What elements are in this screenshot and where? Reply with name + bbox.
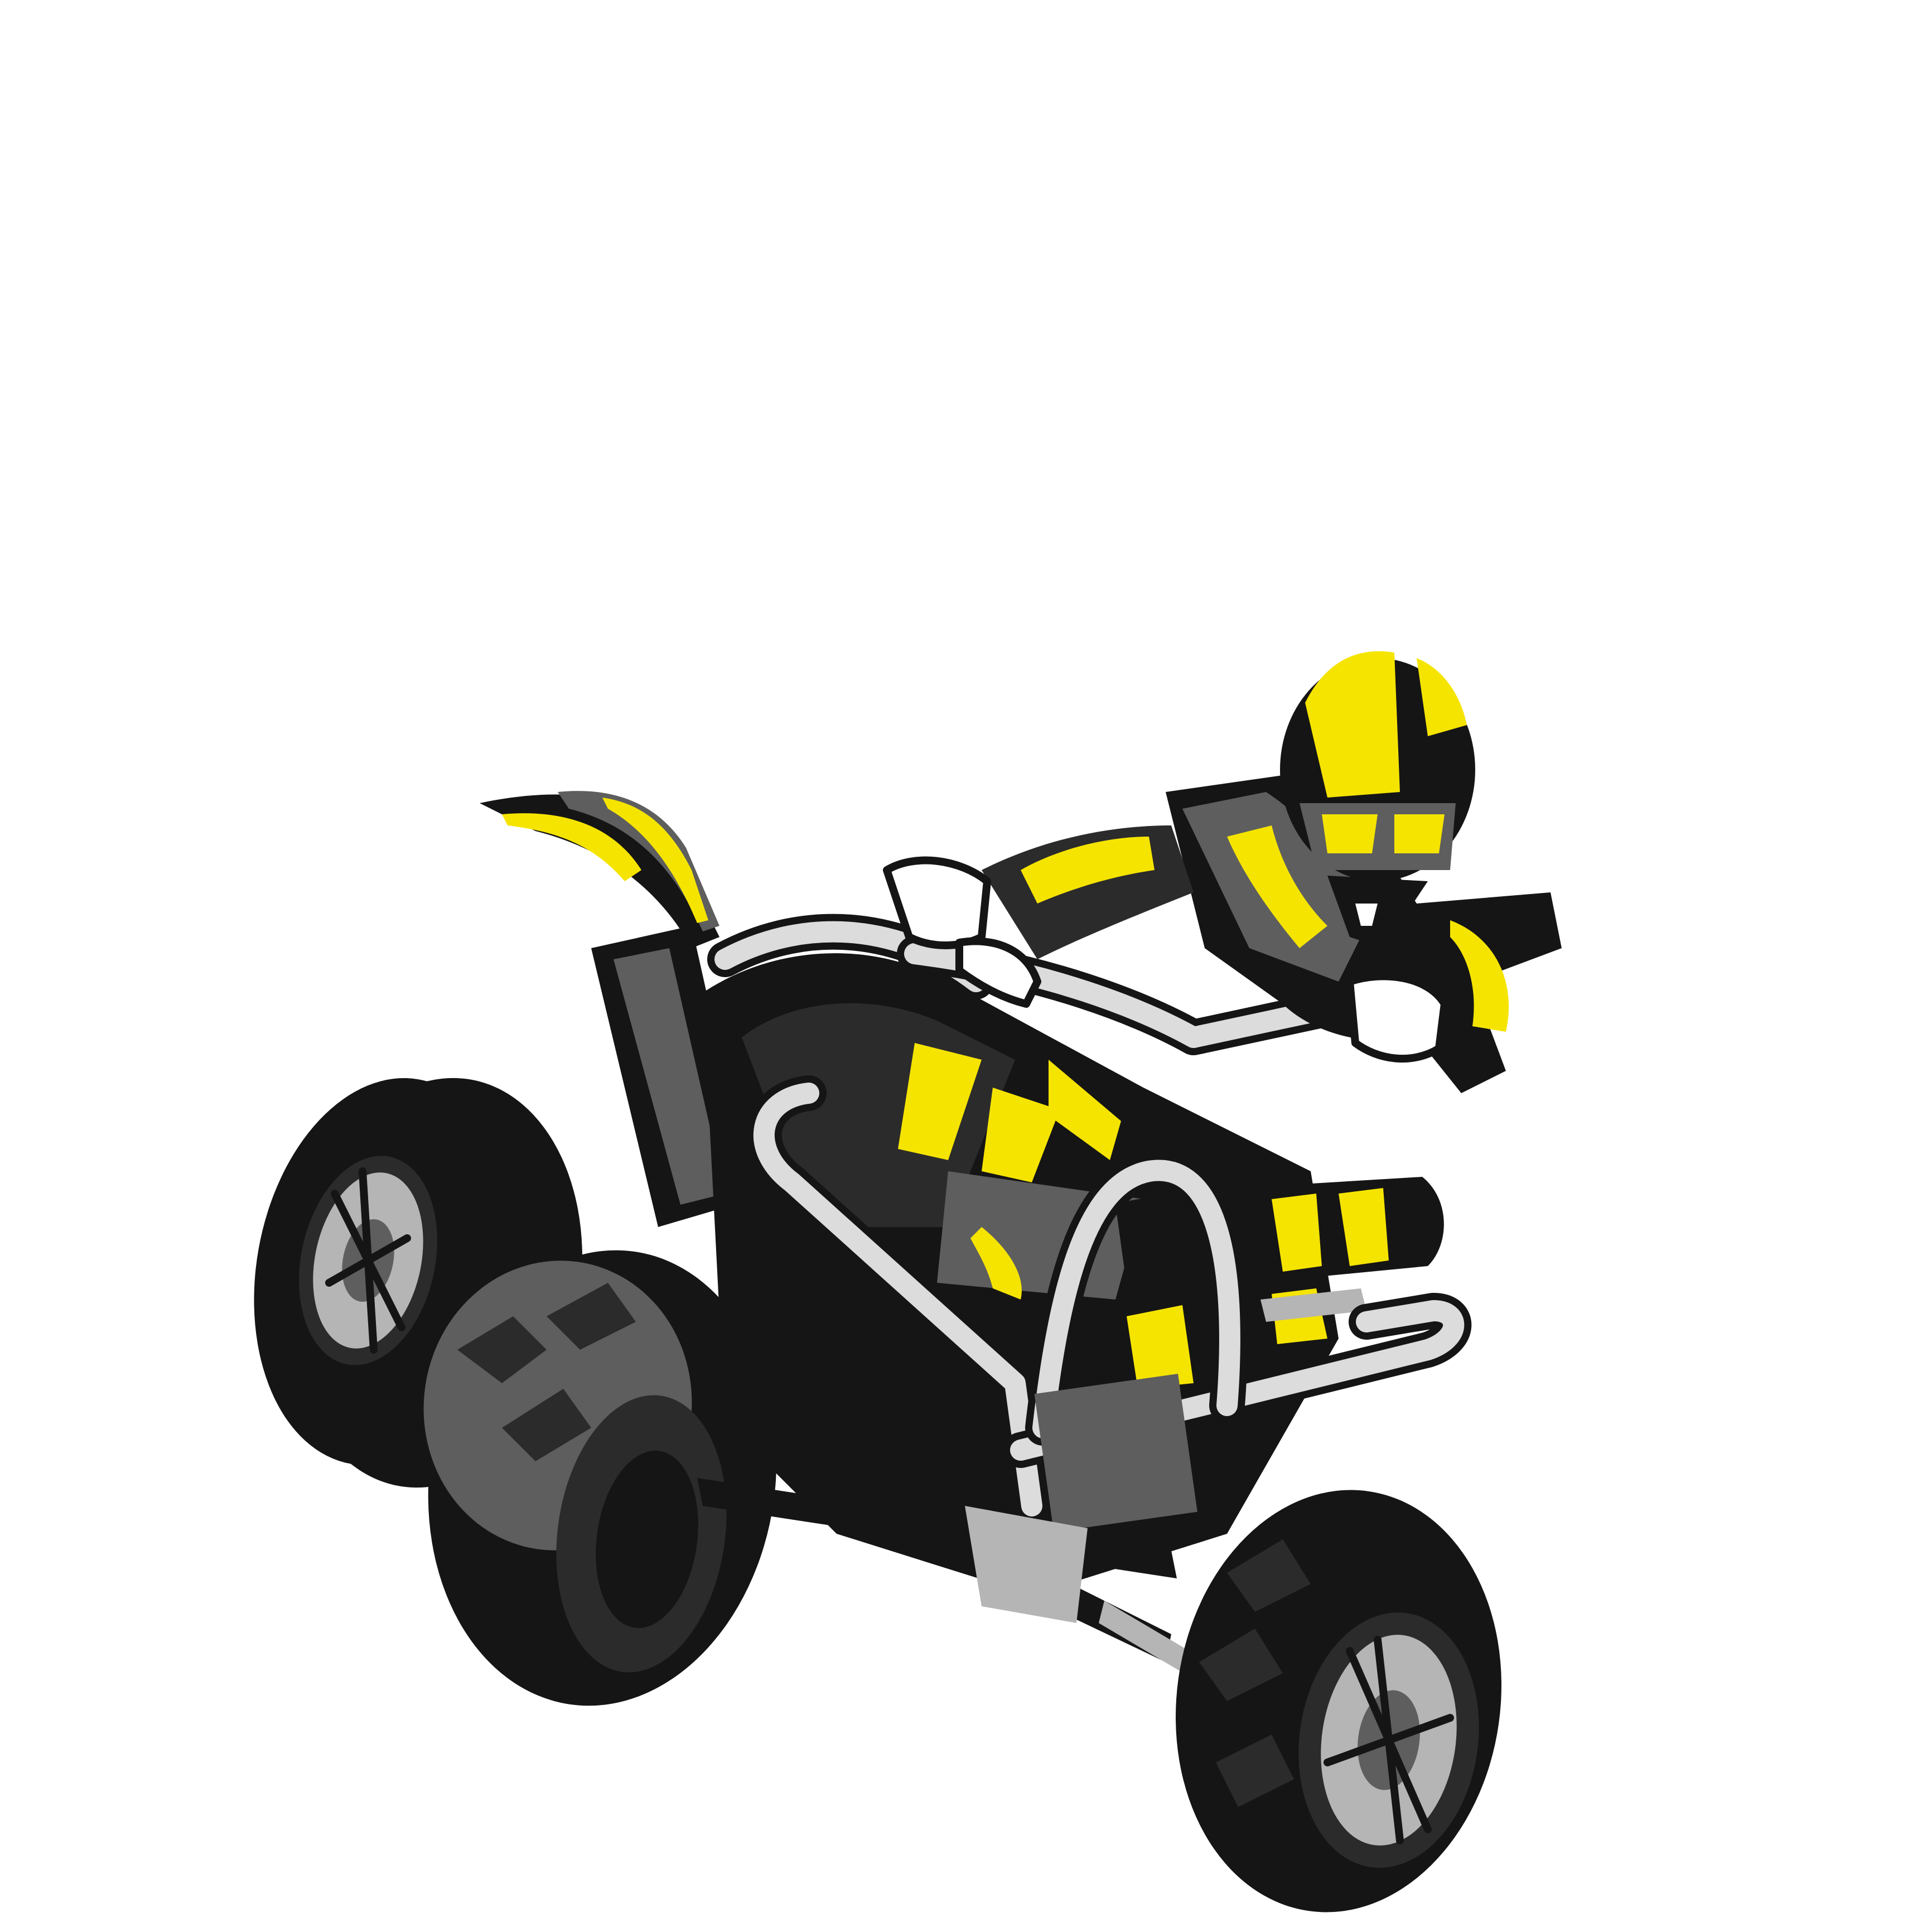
skid-grille xyxy=(1035,1374,1197,1532)
